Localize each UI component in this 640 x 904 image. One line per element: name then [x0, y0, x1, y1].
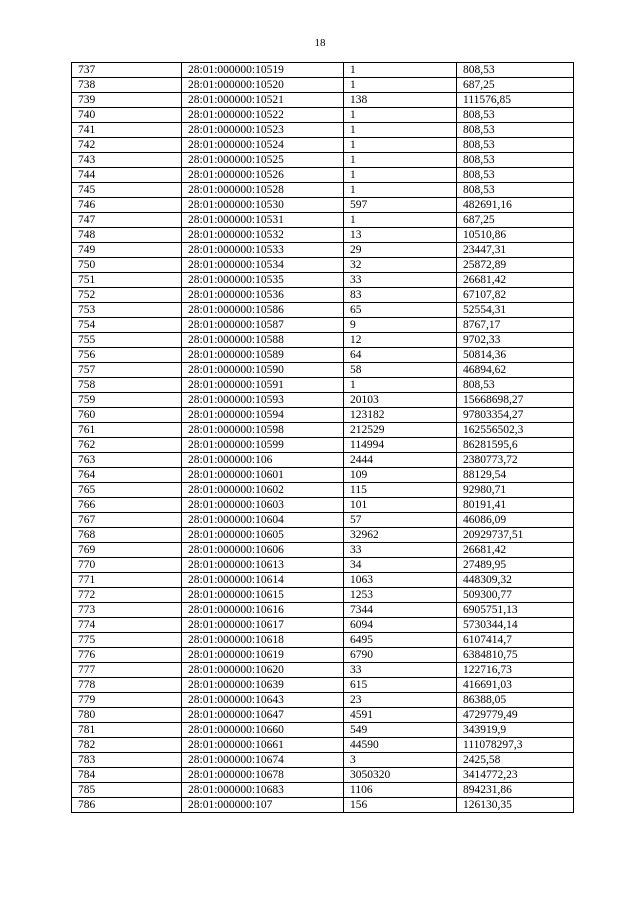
quantity-cell: 12	[344, 333, 457, 348]
quantity-cell: 1	[344, 108, 457, 123]
table-row	[72, 543, 574, 558]
value-cell: 687,25	[457, 78, 574, 93]
value-cell: 448309,32	[457, 573, 574, 588]
quantity-cell: 6094	[344, 618, 457, 633]
quantity-cell: 23	[344, 693, 457, 708]
value-cell: 808,53	[457, 108, 574, 123]
table-row	[72, 243, 574, 258]
cadastral-number-cell: 28:01:000000:10523	[182, 123, 344, 138]
quantity-cell: 83	[344, 288, 457, 303]
cadastral-number-cell: 28:01:000000:10613	[182, 558, 344, 573]
quantity-cell: 101	[344, 498, 457, 513]
cadastral-number-cell: 28:01:000000:10604	[182, 513, 344, 528]
quantity-cell: 1	[344, 183, 457, 198]
cadastral-number-cell: 28:01:000000:10530	[182, 198, 344, 213]
value-cell: 26681,42	[457, 543, 574, 558]
value-cell: 92980,71	[457, 483, 574, 498]
value-cell: 3414772,23	[457, 768, 574, 783]
value-cell: 23447,31	[457, 243, 574, 258]
table-row	[72, 78, 574, 93]
cadastral-number-cell: 28:01:000000:10534	[182, 258, 344, 273]
row-number-cell: 763	[72, 453, 182, 468]
quantity-cell: 3050320	[344, 768, 457, 783]
quantity-cell: 64	[344, 348, 457, 363]
row-number-cell: 744	[72, 168, 182, 183]
quantity-cell: 7344	[344, 603, 457, 618]
quantity-cell: 1	[344, 123, 457, 138]
table-row	[72, 288, 574, 303]
table-row	[72, 408, 574, 423]
cadastral-number-cell: 28:01:000000:107	[182, 798, 344, 813]
row-number-cell: 776	[72, 648, 182, 663]
value-cell: 808,53	[457, 378, 574, 393]
row-number-cell: 768	[72, 528, 182, 543]
quantity-cell: 33	[344, 543, 457, 558]
value-cell: 50814,36	[457, 348, 574, 363]
table-row	[72, 213, 574, 228]
row-number-cell: 778	[72, 678, 182, 693]
table-row	[72, 438, 574, 453]
cadastral-number-cell: 28:01:000000:10601	[182, 468, 344, 483]
value-cell: 10510,86	[457, 228, 574, 243]
table-row	[72, 303, 574, 318]
cadastral-number-cell: 28:01:000000:10615	[182, 588, 344, 603]
value-cell: 97803354,27	[457, 408, 574, 423]
quantity-cell: 1	[344, 78, 457, 93]
table-row	[72, 588, 574, 603]
table-row	[72, 258, 574, 273]
cadastral-number-cell: 28:01:000000:10536	[182, 288, 344, 303]
quantity-cell: 3	[344, 753, 457, 768]
cadastral-number-cell: 28:01:000000:10519	[182, 63, 344, 78]
quantity-cell: 1	[344, 153, 457, 168]
table-row	[72, 453, 574, 468]
table-row	[72, 663, 574, 678]
row-number-cell: 771	[72, 573, 182, 588]
row-number-cell: 773	[72, 603, 182, 618]
value-cell: 111078297,3	[457, 738, 574, 753]
table-row	[72, 738, 574, 753]
quantity-cell: 32962	[344, 528, 457, 543]
value-cell: 162556502,3	[457, 423, 574, 438]
row-number-cell: 752	[72, 288, 182, 303]
row-number-cell: 784	[72, 768, 182, 783]
quantity-cell: 1	[344, 213, 457, 228]
row-number-cell: 753	[72, 303, 182, 318]
table-row	[72, 513, 574, 528]
table-row	[72, 573, 574, 588]
row-number-cell: 777	[72, 663, 182, 678]
value-cell: 2380773,72	[457, 453, 574, 468]
row-number-cell: 748	[72, 228, 182, 243]
value-cell: 808,53	[457, 153, 574, 168]
row-number-cell: 764	[72, 468, 182, 483]
value-cell: 808,53	[457, 168, 574, 183]
row-number-cell: 739	[72, 93, 182, 108]
value-cell: 27489,95	[457, 558, 574, 573]
row-number-cell: 743	[72, 153, 182, 168]
cadastral-number-cell: 28:01:000000:10588	[182, 333, 344, 348]
value-cell: 687,25	[457, 213, 574, 228]
cadastral-number-cell: 28:01:000000:10660	[182, 723, 344, 738]
cadastral-number-cell: 28:01:000000:10590	[182, 363, 344, 378]
quantity-cell: 29	[344, 243, 457, 258]
cadastral-number-cell: 28:01:000000:10603	[182, 498, 344, 513]
row-number-cell: 751	[72, 273, 182, 288]
cadastral-number-cell: 28:01:000000:10619	[182, 648, 344, 663]
row-number-cell: 762	[72, 438, 182, 453]
cadastral-number-cell: 28:01:000000:10587	[182, 318, 344, 333]
table-row	[72, 273, 574, 288]
row-number-cell: 781	[72, 723, 182, 738]
table-row	[72, 798, 574, 813]
table-row	[72, 198, 574, 213]
row-number-cell: 742	[72, 138, 182, 153]
quantity-cell: 4591	[344, 708, 457, 723]
value-cell: 15668698,27	[457, 393, 574, 408]
cadastral-number-cell: 28:01:000000:10586	[182, 303, 344, 318]
value-cell: 26681,42	[457, 273, 574, 288]
quantity-cell: 13	[344, 228, 457, 243]
quantity-cell: 109	[344, 468, 457, 483]
row-number-cell: 767	[72, 513, 182, 528]
cadastral-number-cell: 28:01:000000:10674	[182, 753, 344, 768]
table-row	[72, 528, 574, 543]
cadastral-number-cell: 28:01:000000:10593	[182, 393, 344, 408]
row-number-cell: 774	[72, 618, 182, 633]
table-row	[72, 603, 574, 618]
row-number-cell: 775	[72, 633, 182, 648]
table-row	[72, 333, 574, 348]
quantity-cell: 156	[344, 798, 457, 813]
table-row	[72, 108, 574, 123]
cadastral-number-cell: 28:01:000000:10620	[182, 663, 344, 678]
cadastral-number-cell: 28:01:000000:10528	[182, 183, 344, 198]
value-cell: 6384810,75	[457, 648, 574, 663]
table-row	[72, 93, 574, 108]
value-cell: 4729779,49	[457, 708, 574, 723]
value-cell: 88129,54	[457, 468, 574, 483]
row-number-cell: 785	[72, 783, 182, 798]
table-row	[72, 558, 574, 573]
cadastral-number-cell: 28:01:000000:10639	[182, 678, 344, 693]
value-cell: 482691,16	[457, 198, 574, 213]
cadastral-number-cell: 28:01:000000:10606	[182, 543, 344, 558]
value-cell: 808,53	[457, 138, 574, 153]
row-number-cell: 755	[72, 333, 182, 348]
table-row	[72, 123, 574, 138]
row-number-cell: 782	[72, 738, 182, 753]
row-number-cell: 741	[72, 123, 182, 138]
row-number-cell: 786	[72, 798, 182, 813]
table-row	[72, 168, 574, 183]
table-row	[72, 228, 574, 243]
cadastral-number-cell: 28:01:000000:10598	[182, 423, 344, 438]
value-cell: 6107414,7	[457, 633, 574, 648]
cadastral-number-cell: 28:01:000000:10533	[182, 243, 344, 258]
table-row	[72, 483, 574, 498]
table-row	[72, 153, 574, 168]
row-number-cell: 749	[72, 243, 182, 258]
cadastral-number-cell: 28:01:000000:10616	[182, 603, 344, 618]
cadastral-number-cell: 28:01:000000:10524	[182, 138, 344, 153]
row-number-cell: 747	[72, 213, 182, 228]
value-cell: 8767,17	[457, 318, 574, 333]
cadastral-number-cell: 28:01:000000:10678	[182, 768, 344, 783]
cadastral-number-cell: 28:01:000000:10602	[182, 483, 344, 498]
table-row	[72, 498, 574, 513]
value-cell: 46086,09	[457, 513, 574, 528]
cadastral-number-cell: 28:01:000000:10526	[182, 168, 344, 183]
table-row	[72, 768, 574, 783]
cadastral-number-cell: 28:01:000000:10647	[182, 708, 344, 723]
value-cell: 46894,62	[457, 363, 574, 378]
row-number-cell: 761	[72, 423, 182, 438]
value-cell: 509300,77	[457, 588, 574, 603]
row-number-cell: 737	[72, 63, 182, 78]
table-row	[72, 648, 574, 663]
quantity-cell: 6790	[344, 648, 457, 663]
quantity-cell: 549	[344, 723, 457, 738]
table-row	[72, 423, 574, 438]
value-cell: 6905751,13	[457, 603, 574, 618]
cadastral-number-cell: 28:01:000000:10618	[182, 633, 344, 648]
table-row	[72, 63, 574, 78]
table-row	[72, 633, 574, 648]
cadastral-number-cell: 28:01:000000:10643	[182, 693, 344, 708]
value-cell: 111576,85	[457, 93, 574, 108]
quantity-cell: 44590	[344, 738, 457, 753]
row-number-cell: 750	[72, 258, 182, 273]
cadastral-number-cell: 28:01:000000:10661	[182, 738, 344, 753]
value-cell: 122716,73	[457, 663, 574, 678]
quantity-cell: 34	[344, 558, 457, 573]
quantity-cell: 115	[344, 483, 457, 498]
row-number-cell: 738	[72, 78, 182, 93]
row-number-cell: 745	[72, 183, 182, 198]
value-cell: 67107,82	[457, 288, 574, 303]
quantity-cell: 2444	[344, 453, 457, 468]
table-row	[72, 618, 574, 633]
value-cell: 25872,89	[457, 258, 574, 273]
table-row	[72, 348, 574, 363]
row-number-cell: 770	[72, 558, 182, 573]
value-cell: 20929737,51	[457, 528, 574, 543]
quantity-cell: 32	[344, 258, 457, 273]
value-cell: 2425,58	[457, 753, 574, 768]
quantity-cell: 1	[344, 63, 457, 78]
cadastral-number-cell: 28:01:000000:10522	[182, 108, 344, 123]
quantity-cell: 615	[344, 678, 457, 693]
row-number-cell: 783	[72, 753, 182, 768]
row-number-cell: 772	[72, 588, 182, 603]
cadastral-number-cell: 28:01:000000:10591	[182, 378, 344, 393]
quantity-cell: 1253	[344, 588, 457, 603]
quantity-cell: 114994	[344, 438, 457, 453]
value-cell: 86281595,6	[457, 438, 574, 453]
quantity-cell: 1	[344, 378, 457, 393]
value-cell: 416691,03	[457, 678, 574, 693]
value-cell: 894231,86	[457, 783, 574, 798]
quantity-cell: 1063	[344, 573, 457, 588]
row-number-cell: 757	[72, 363, 182, 378]
row-number-cell: 760	[72, 408, 182, 423]
row-number-cell: 746	[72, 198, 182, 213]
table-row	[72, 783, 574, 798]
quantity-cell: 33	[344, 273, 457, 288]
cadastral-number-cell: 28:01:000000:10683	[182, 783, 344, 798]
page-number: 18	[314, 37, 326, 49]
quantity-cell: 57	[344, 513, 457, 528]
quantity-cell: 58	[344, 363, 457, 378]
cadastral-number-cell: 28:01:000000:10525	[182, 153, 344, 168]
value-cell: 126130,35	[457, 798, 574, 813]
table-row	[72, 318, 574, 333]
row-number-cell: 740	[72, 108, 182, 123]
cadastral-number-cell: 28:01:000000:10520	[182, 78, 344, 93]
cadastral-registry-table	[71, 62, 574, 813]
row-number-cell: 765	[72, 483, 182, 498]
quantity-cell: 33	[344, 663, 457, 678]
table-row	[72, 753, 574, 768]
quantity-cell: 1106	[344, 783, 457, 798]
value-cell: 808,53	[457, 123, 574, 138]
table-row	[72, 363, 574, 378]
table-row	[72, 468, 574, 483]
table-row	[72, 708, 574, 723]
quantity-cell: 1	[344, 168, 457, 183]
table-row	[72, 183, 574, 198]
cadastral-number-cell: 28:01:000000:10521	[182, 93, 344, 108]
quantity-cell: 212529	[344, 423, 457, 438]
row-number-cell: 754	[72, 318, 182, 333]
table-row	[72, 138, 574, 153]
cadastral-number-cell: 28:01:000000:106	[182, 453, 344, 468]
quantity-cell: 1	[344, 138, 457, 153]
value-cell: 80191,41	[457, 498, 574, 513]
value-cell: 808,53	[457, 183, 574, 198]
row-number-cell: 780	[72, 708, 182, 723]
table-row	[72, 678, 574, 693]
value-cell: 343919,9	[457, 723, 574, 738]
value-cell: 808,53	[457, 63, 574, 78]
cadastral-number-cell: 28:01:000000:10599	[182, 438, 344, 453]
table-row	[72, 393, 574, 408]
cadastral-number-cell: 28:01:000000:10617	[182, 618, 344, 633]
table-row	[72, 378, 574, 393]
cadastral-number-cell: 28:01:000000:10532	[182, 228, 344, 243]
quantity-cell: 123182	[344, 408, 457, 423]
cadastral-number-cell: 28:01:000000:10614	[182, 573, 344, 588]
value-cell: 86388,05	[457, 693, 574, 708]
cadastral-number-cell: 28:01:000000:10605	[182, 528, 344, 543]
table-row	[72, 693, 574, 708]
row-number-cell: 756	[72, 348, 182, 363]
cadastral-number-cell: 28:01:000000:10594	[182, 408, 344, 423]
cadastral-number-cell: 28:01:000000:10535	[182, 273, 344, 288]
quantity-cell: 6495	[344, 633, 457, 648]
value-cell: 52554,31	[457, 303, 574, 318]
row-number-cell: 779	[72, 693, 182, 708]
row-number-cell: 758	[72, 378, 182, 393]
cadastral-number-cell: 28:01:000000:10531	[182, 213, 344, 228]
quantity-cell: 9	[344, 318, 457, 333]
table-body	[72, 63, 574, 813]
cadastral-number-cell: 28:01:000000:10589	[182, 348, 344, 363]
value-cell: 9702,33	[457, 333, 574, 348]
table-row	[72, 723, 574, 738]
quantity-cell: 597	[344, 198, 457, 213]
quantity-cell: 20103	[344, 393, 457, 408]
row-number-cell: 769	[72, 543, 182, 558]
row-number-cell: 759	[72, 393, 182, 408]
quantity-cell: 65	[344, 303, 457, 318]
quantity-cell: 138	[344, 93, 457, 108]
row-number-cell: 766	[72, 498, 182, 513]
value-cell: 5730344,14	[457, 618, 574, 633]
